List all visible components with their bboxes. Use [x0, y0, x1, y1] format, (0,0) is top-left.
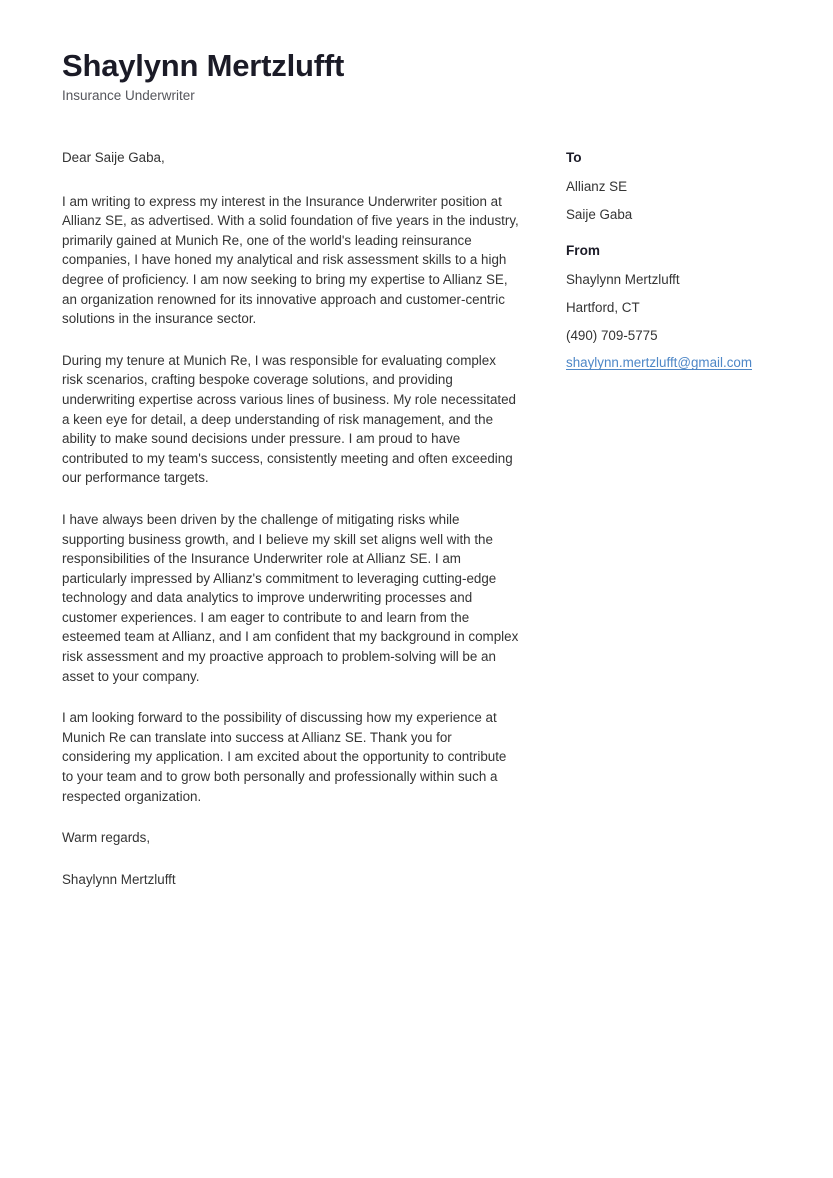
sign-off: Warm regards,: [62, 830, 151, 846]
sender-name: Shaylynn Mertzlufft: [566, 272, 680, 287]
body-paragraph-3: I have always been driven by the challenge of mitigating risks while supporting business growth, and I believe my skill set aligns well with the responsibilities of the Insurance Underwriter role at Allianz SE. I am particularly impressed by Allianz's commitment to leveraging cutting-edge technology and data analytics to improve underwriting processes and customer experiences. I am eager to contribute to and learn from the esteemed team at Allianz, and I am confident that my background in complex risk assessment and my proactive approach to problem-solving will be an asset to your company.: [62, 511, 519, 684]
recipient-company: Allianz SE: [566, 178, 628, 194]
candidate-name: Shaylynn Mertzlufft: [62, 48, 345, 83]
recipient-contact-name: Saije Gaba: [566, 206, 633, 222]
recipient-heading: To: [566, 150, 582, 165]
body-paragraph-4: I am looking forward to the possibility of discussing how my experience at Munich Re can translate into success at Allianz SE. Thank you for considering my application. I am excited about the opportunity to contribute to your team and to grow both personally and professionally within such a respected organization.: [62, 710, 507, 804]
contact-sidebar: [566, 149, 791, 391]
letter-header: [62, 48, 682, 104]
sender-heading: From: [566, 243, 600, 259]
sender-email-link[interactable]: shaylynn.mertzlufft@gmail.com: [566, 355, 752, 371]
signature-name: Shaylynn Mertzlufft: [62, 871, 176, 887]
body-paragraph-2: During my tenure at Munich Re, I was responsible for evaluating complex risk scenarios, crafting bespoke coverage solutions, and providing underwriting expertise across various lines of business. My role necessitated a keen eye for detail, a deep understanding of risk management, and the ability to make sound decisions under pressure. I am proud to have contributed to my team's success, consistently meeting and often exceeding our performance targets.: [62, 352, 517, 486]
sender-phone: (490) 709-5775: [566, 327, 658, 343]
sender-block: [566, 242, 791, 372]
sender-location: Hartford, CT: [566, 299, 640, 315]
candidate-job-title: Insurance Underwriter: [62, 87, 195, 103]
body-paragraph-1: I am writing to express my interest in the Insurance Underwriter position at Allianz SE, as advertised. With a solid foundation of five years in the industry, primarily gained at Munich Re, one of the world's leading reinsurance companies, I have honed my analytical and risk assessment skills to a high degree of proficiency. I am now seeking to bring my expertise to Allianz SE, an organization renowned for its innovative approach and customer-centric solutions in the insurance sector.: [62, 193, 519, 327]
recipient-block: [566, 149, 791, 223]
letter-body: [62, 148, 520, 889]
salutation: Dear Saije Gaba,: [62, 150, 165, 165]
